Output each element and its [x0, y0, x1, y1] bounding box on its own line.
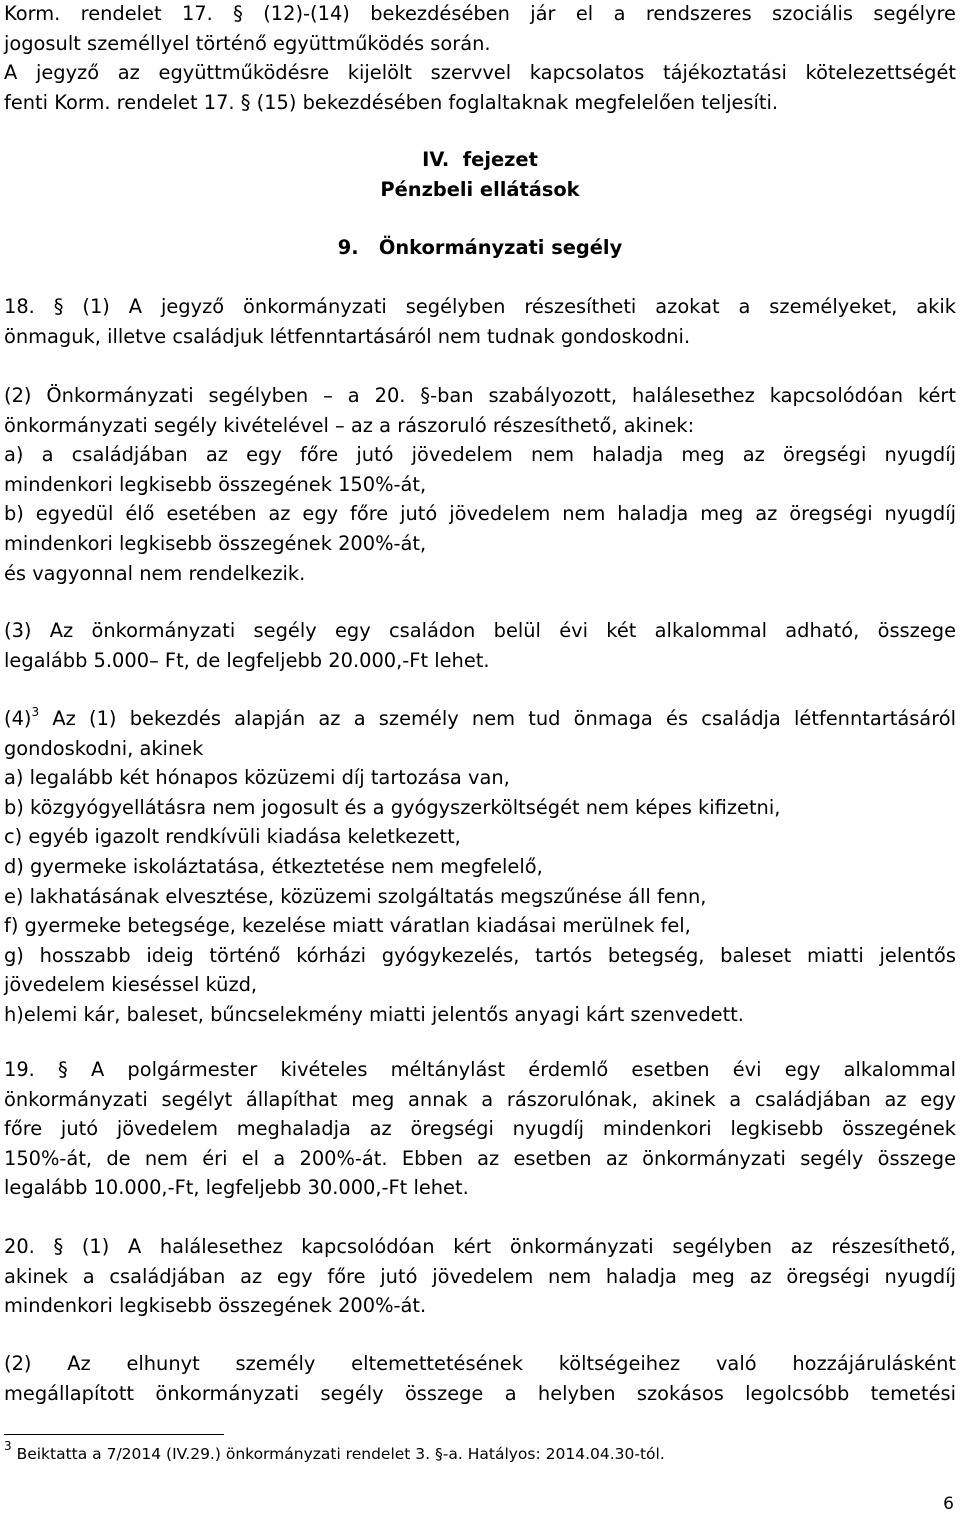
- footnote-divider: [4, 1434, 224, 1435]
- text-span: Az (1) bekezdés alapján az a személy nem tud önmaga és családja létfenntartásáról: [39, 707, 956, 730]
- text-line: önmaguk, illetve családjuk létfenntartásáról nem tudnak gondoskodni.: [4, 324, 691, 348]
- list-item-f: f) gyermeke betegsége, kezelése miatt váratlan kiadásai merülnek fel,: [4, 914, 691, 938]
- list-item-d: d) gyermeke iskoláztatása, étkeztetése nem megfelelő,: [4, 854, 543, 878]
- text-line: mindenkori legkisebb összegének 200%-át,: [4, 531, 427, 555]
- section-number: 9.: [337, 236, 359, 259]
- text-line: főre jutó jövedelem meghaladja az öregségi nyugdíj mindenkori legkisebb összegének: [4, 1117, 956, 1141]
- section-19-paragraph: [4, 1055, 956, 1203]
- footnote: [4, 1439, 944, 1464]
- list-item-b: b) közgyógyellátásra nem jogosult és a gyógyszerköltségét nem képes kifizetni,: [4, 795, 781, 819]
- section-18-paragraph-2: [4, 381, 956, 588]
- text-line: legalább 10.000,-Ft, legfeljebb 30.000,-Ft lehet.: [4, 1176, 469, 1200]
- list-item-h: h)elemi kár, baleset, bűncselekmény miatti jelentős anyagi kárt szenvedett.: [4, 1002, 744, 1026]
- section-heading: [4, 233, 956, 263]
- text-line: jogosult személlyel történő együttműködés során.: [4, 31, 491, 55]
- text-line: 20. § (1) A halálesethez kapcsolódóan kért önkormányzati segélyben az részesíthető,: [4, 1235, 956, 1258]
- text-line: (3) Az önkormányzati segély egy családon belül évi két alkalommal adható, összege: [4, 619, 956, 642]
- text-line: megállapított önkormányzati segély összege a helyben szokásos legolcsóbb temetési: [4, 1381, 956, 1405]
- text-line: (2) Az elhunyt személy eltemettetésének költségeihez való hozzájárulásként: [4, 1352, 956, 1375]
- section-20-paragraph-1: [4, 1232, 956, 1321]
- list-item-g: g) hosszabb ideig történő kórházi gyógykezelés, tartós betegség, baleset miatti jelentős: [4, 943, 956, 967]
- list-item-a: a) a családjában az egy főre jutó jövedelem nem haladja meg az öregségi nyugdíj: [4, 443, 956, 467]
- text-line: önkormányzati segélyt állapíthat meg annak a rászorulónak, akinek a családjában az egy: [4, 1087, 956, 1111]
- footnote-text: Beiktatta a 7/2014 (IV.29.) önkormányzati rendelet 3. §-a. Hatályos: 2014.04.30-tól.: [11, 1445, 665, 1463]
- text-line: jövedelem kieséssel küzd,: [4, 973, 258, 997]
- paragraph-number: (4): [4, 707, 32, 730]
- text-line: fenti Korm. rendelet 17. § (15) bekezdésében foglaltaknak megfelelően teljesíti.: [4, 90, 779, 114]
- page-number: 6: [943, 1494, 954, 1514]
- intro-paragraph: [4, 0, 956, 117]
- text-line: akinek a családjában az egy főre jutó jövedelem nem haladja meg az öregségi nyugdíj: [4, 1264, 956, 1288]
- text-line: mindenkori legkisebb összegének 200%-át.: [4, 1294, 427, 1318]
- text-line: legalább 5.000– Ft, de legfeljebb 20.000,-Ft lehet.: [4, 648, 490, 672]
- list-item-c: c) egyéb igazolt rendkívüli kiadása keletkezett,: [4, 825, 461, 849]
- text-line: önkormányzati segély kivételével – az a rászoruló részesíthető, akinek:: [4, 413, 695, 437]
- section-18-paragraph-4: [4, 704, 956, 1030]
- text-line: Korm. rendelet 17. § (12)-(14) bekezdésében jár el a rendszeres szociális segélyre: [4, 2, 956, 25]
- chapter-word: fejezet: [462, 148, 538, 171]
- chapter-title: Pénzbeli ellátások: [380, 177, 580, 201]
- text-line: gondoskodni, akinek: [4, 736, 204, 760]
- text-line: 19. § A polgármester kivételes méltánylást érdemlő esetben évi egy alkalommal: [4, 1058, 956, 1081]
- text-line: mindenkori legkisebb összegének 150%-át,: [4, 472, 427, 496]
- footnote-mark: 3: [4, 1439, 12, 1453]
- section-18-paragraph-1: [4, 292, 956, 351]
- footnote-reference[interactable]: 3: [31, 705, 40, 719]
- text-line: 150%-át, de nem éri el a 200%-át. Ebben az esetben az önkormányzati segély összege: [4, 1146, 956, 1170]
- section-20-paragraph-2: [4, 1349, 956, 1408]
- text-line: és vagyonnal nem rendelkezik.: [4, 561, 306, 585]
- section-18-paragraph-3: [4, 616, 956, 675]
- list-item-e: e) lakhatásának elvesztése, közüzemi szolgáltatás megszűnése áll fenn,: [4, 884, 707, 908]
- chapter-heading: [4, 145, 956, 204]
- text-line: (2) Önkormányzati segélyben – a 20. §-ban szabályozott, halálesethez kapcsolódóan kért: [4, 384, 956, 407]
- list-item-b: b) egyedül élő esetében az egy főre jutó jövedelem nem haladja meg az öregségi nyugdíj: [4, 502, 956, 526]
- chapter-number-line: [4, 145, 956, 175]
- text-line: A jegyző az együttműködésre kijelölt szervvel kapcsolatos tájékoztatási kötelezettségét: [4, 61, 956, 85]
- list-item-a: a) legalább két hónapos közüzemi díj tartozása van,: [4, 766, 510, 790]
- section-title: Önkormányzati segély: [378, 236, 623, 259]
- text-line: 18. § (1) A jegyző önkormányzati segélyben részesítheti azokat a személyeket, akik: [4, 295, 956, 318]
- chapter-number: IV.: [422, 148, 450, 171]
- text-line: [4, 704, 956, 734]
